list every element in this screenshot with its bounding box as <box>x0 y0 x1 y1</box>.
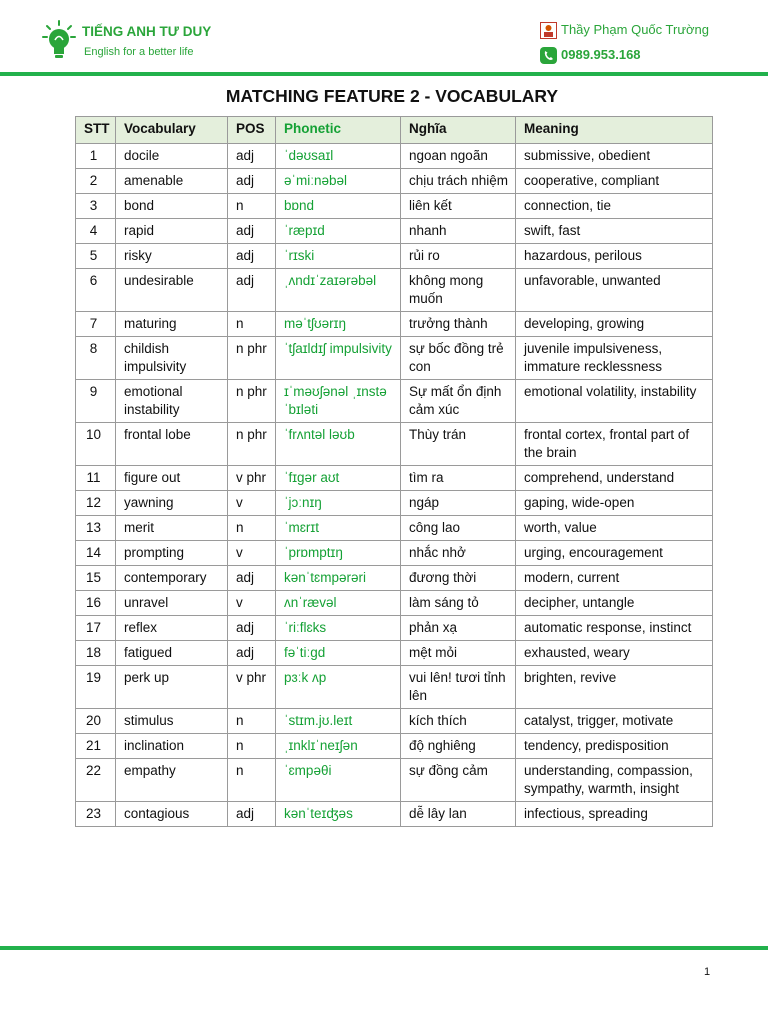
table-row <box>76 169 713 194</box>
cell-vocabulary: contagious <box>116 802 228 827</box>
cell-pos: adj <box>228 169 276 194</box>
table-row <box>76 269 713 312</box>
cell-phonetic: ˈdəʊsaɪl <box>276 144 401 169</box>
lightbulb-logo-icon <box>42 20 76 60</box>
table-row <box>76 380 713 423</box>
cell-vocabulary: bond <box>116 194 228 219</box>
cell-nghia: liên kết <box>401 194 516 219</box>
cell-vocabulary: stimulus <box>116 709 228 734</box>
cell-stt: 6 <box>76 269 116 312</box>
cell-vocabulary: yawning <box>116 491 228 516</box>
table-row <box>76 194 713 219</box>
table-row <box>76 709 713 734</box>
cell-vocabulary: fatigued <box>116 641 228 666</box>
phone-number: 0989.953.168 <box>561 47 641 62</box>
cell-stt: 11 <box>76 466 116 491</box>
header-vocabulary: Vocabulary <box>116 117 228 144</box>
cell-meaning: infectious, spreading <box>516 802 713 827</box>
cell-pos: v phr <box>228 666 276 709</box>
cell-phonetic: ˈtʃaɪldɪʃ impulsivity <box>276 337 401 380</box>
cell-nghia: độ nghiêng <box>401 734 516 759</box>
cell-nghia: trưởng thành <box>401 312 516 337</box>
cell-stt: 4 <box>76 219 116 244</box>
cell-nghia: nhanh <box>401 219 516 244</box>
cell-vocabulary: prompting <box>116 541 228 566</box>
cell-meaning: hazardous, perilous <box>516 244 713 269</box>
cell-phonetic: ˈrɪski <box>276 244 401 269</box>
table-row <box>76 337 713 380</box>
cell-nghia: rủi ro <box>401 244 516 269</box>
cell-nghia: mệt mỏi <box>401 641 516 666</box>
cell-pos: v <box>228 541 276 566</box>
table-row <box>76 541 713 566</box>
cell-meaning: exhausted, weary <box>516 641 713 666</box>
cell-stt: 5 <box>76 244 116 269</box>
cell-meaning: swift, fast <box>516 219 713 244</box>
cell-meaning: urging, encouragement <box>516 541 713 566</box>
cell-vocabulary: reflex <box>116 616 228 641</box>
cell-nghia: dễ lây lan <box>401 802 516 827</box>
cell-pos: adj <box>228 641 276 666</box>
cell-stt: 8 <box>76 337 116 380</box>
header-stt: STT <box>76 117 116 144</box>
cell-stt: 7 <box>76 312 116 337</box>
cell-pos: n <box>228 759 276 802</box>
cell-nghia: phản xạ <box>401 616 516 641</box>
cell-stt: 18 <box>76 641 116 666</box>
cell-vocabulary: perk up <box>116 666 228 709</box>
cell-phonetic: ˌʌndɪˈzaɪərəbəl <box>276 269 401 312</box>
table-row <box>76 219 713 244</box>
cell-vocabulary: childish impulsivity <box>116 337 228 380</box>
cell-meaning: decipher, untangle <box>516 591 713 616</box>
cell-phonetic: ɪˈməʊʃənəl ˌɪnstəˈbɪləti <box>276 380 401 423</box>
cell-phonetic: ˈstɪm.jʊ.leɪt <box>276 709 401 734</box>
brand-name: TIẾNG ANH TƯ DUY <box>82 24 212 39</box>
cell-stt: 13 <box>76 516 116 541</box>
teacher-avatar-icon <box>540 22 557 39</box>
cell-pos: adj <box>228 616 276 641</box>
cell-pos: v phr <box>228 466 276 491</box>
table-row <box>76 591 713 616</box>
cell-nghia: ngoan ngoãn <box>401 144 516 169</box>
cell-pos: n phr <box>228 423 276 466</box>
cell-pos: adj <box>228 566 276 591</box>
table-row <box>76 641 713 666</box>
table-row <box>76 244 713 269</box>
teacher-name: Thầy Phạm Quốc Trường <box>561 22 710 37</box>
table-row <box>76 616 713 641</box>
cell-nghia: Sự mất ổn định cảm xúc <box>401 380 516 423</box>
header-pos: POS <box>228 117 276 144</box>
table-row <box>76 734 713 759</box>
cell-meaning: developing, growing <box>516 312 713 337</box>
cell-phonetic: ˈræpɪd <box>276 219 401 244</box>
cell-pos: n phr <box>228 337 276 380</box>
table-row <box>76 466 713 491</box>
cell-phonetic: ˈriːflɛks <box>276 616 401 641</box>
cell-nghia: ngáp <box>401 491 516 516</box>
teacher-contact <box>540 22 709 39</box>
cell-meaning: juvenile impulsiveness, immature recklessness <box>516 337 713 380</box>
cell-pos: n phr <box>228 380 276 423</box>
cell-pos: n <box>228 312 276 337</box>
table-row <box>76 802 713 827</box>
cell-meaning: modern, current <box>516 566 713 591</box>
cell-vocabulary: empathy <box>116 759 228 802</box>
cell-stt: 12 <box>76 491 116 516</box>
cell-stt: 21 <box>76 734 116 759</box>
cell-stt: 15 <box>76 566 116 591</box>
cell-nghia: sự bốc đồng trẻ con <box>401 337 516 380</box>
cell-vocabulary: figure out <box>116 466 228 491</box>
cell-meaning: brighten, revive <box>516 666 713 709</box>
cell-pos: v <box>228 491 276 516</box>
cell-meaning: tendency, predisposition <box>516 734 713 759</box>
table-row <box>76 566 713 591</box>
page-header <box>0 0 768 80</box>
cell-vocabulary: maturing <box>116 312 228 337</box>
cell-vocabulary: frontal lobe <box>116 423 228 466</box>
cell-phonetic: ˈɛmpəθi <box>276 759 401 802</box>
phone-contact <box>540 47 641 64</box>
cell-meaning: understanding, compassion, sympathy, warmth, insight <box>516 759 713 802</box>
cell-phonetic: ˈmɛrɪt <box>276 516 401 541</box>
cell-phonetic: ʌnˈrævəl <box>276 591 401 616</box>
cell-pos: adj <box>228 269 276 312</box>
cell-nghia: chịu trách nhiệm <box>401 169 516 194</box>
cell-pos: n <box>228 734 276 759</box>
cell-meaning: catalyst, trigger, motivate <box>516 709 713 734</box>
cell-stt: 10 <box>76 423 116 466</box>
footer-divider <box>0 946 768 950</box>
cell-nghia: kích thích <box>401 709 516 734</box>
cell-stt: 2 <box>76 169 116 194</box>
cell-nghia: Thùy trán <box>401 423 516 466</box>
cell-phonetic: ˈfrʌntəl ləʊb <box>276 423 401 466</box>
cell-vocabulary: inclination <box>116 734 228 759</box>
cell-nghia: đương thời <box>401 566 516 591</box>
cell-phonetic: bɒnd <box>276 194 401 219</box>
cell-pos: n <box>228 709 276 734</box>
table-row <box>76 312 713 337</box>
cell-phonetic: ˈjɔːnɪŋ <box>276 491 401 516</box>
phone-icon <box>540 47 557 64</box>
table-row <box>76 759 713 802</box>
cell-nghia: công lao <box>401 516 516 541</box>
cell-vocabulary: contemporary <box>116 566 228 591</box>
cell-pos: adj <box>228 144 276 169</box>
cell-vocabulary: docile <box>116 144 228 169</box>
cell-pos: adj <box>228 219 276 244</box>
cell-meaning: cooperative, compliant <box>516 169 713 194</box>
cell-meaning: connection, tie <box>516 194 713 219</box>
cell-meaning: gaping, wide-open <box>516 491 713 516</box>
header-divider <box>0 72 768 76</box>
page-title: MATCHING FEATURE 2 - VOCABULARY <box>225 86 559 106</box>
cell-meaning: comprehend, understand <box>516 466 713 491</box>
cell-vocabulary: rapid <box>116 219 228 244</box>
cell-meaning: worth, value <box>516 516 713 541</box>
cell-vocabulary: emotional instability <box>116 380 228 423</box>
cell-meaning: unfavorable, unwanted <box>516 269 713 312</box>
table-header-row <box>76 117 713 144</box>
cell-nghia: nhắc nhở <box>401 541 516 566</box>
cell-stt: 1 <box>76 144 116 169</box>
cell-phonetic: əˈmiːnəbəl <box>276 169 401 194</box>
cell-stt: 17 <box>76 616 116 641</box>
cell-phonetic: məˈtʃʊərɪŋ <box>276 312 401 337</box>
cell-vocabulary: amenable <box>116 169 228 194</box>
table-row <box>76 516 713 541</box>
header-nghia: Nghĩa <box>401 117 516 144</box>
vocabulary-rows <box>76 144 713 827</box>
cell-pos: n <box>228 194 276 219</box>
cell-nghia: tìm ra <box>401 466 516 491</box>
cell-phonetic: ˌɪnklɪˈneɪʃən <box>276 734 401 759</box>
brand-tagline: English for a better life <box>84 46 194 58</box>
cell-phonetic: ˈfɪgər aʊt <box>276 466 401 491</box>
cell-stt: 19 <box>76 666 116 709</box>
cell-nghia: làm sáng tỏ <box>401 591 516 616</box>
cell-nghia: không mong muốn <box>401 269 516 312</box>
table-row <box>76 144 713 169</box>
cell-stt: 14 <box>76 541 116 566</box>
header-phonetic: Phonetic <box>276 117 401 144</box>
cell-stt: 9 <box>76 380 116 423</box>
page-number: 1 <box>704 966 711 978</box>
cell-nghia: vui lên! tươi tỉnh lên <box>401 666 516 709</box>
vocabulary-table <box>75 116 713 827</box>
cell-phonetic: fəˈtiːgd <box>276 641 401 666</box>
cell-meaning: automatic response, instinct <box>516 616 713 641</box>
header-meaning: Meaning <box>516 117 713 144</box>
cell-pos: adj <box>228 244 276 269</box>
table-row <box>76 491 713 516</box>
cell-pos: n <box>228 516 276 541</box>
cell-phonetic: pɜːk ʌp <box>276 666 401 709</box>
cell-meaning: emotional volatility, instability <box>516 380 713 423</box>
cell-nghia: sự đồng cảm <box>401 759 516 802</box>
cell-vocabulary: undesirable <box>116 269 228 312</box>
cell-meaning: frontal cortex, frontal part of the brain <box>516 423 713 466</box>
cell-stt: 3 <box>76 194 116 219</box>
cell-stt: 16 <box>76 591 116 616</box>
cell-meaning: submissive, obedient <box>516 144 713 169</box>
table-row <box>76 666 713 709</box>
cell-pos: v <box>228 591 276 616</box>
cell-pos: adj <box>228 802 276 827</box>
cell-stt: 23 <box>76 802 116 827</box>
cell-phonetic: ˈprɒmptɪŋ <box>276 541 401 566</box>
cell-phonetic: kənˈteɪʤəs <box>276 802 401 827</box>
cell-stt: 22 <box>76 759 116 802</box>
cell-phonetic: kənˈtɛmpərəri <box>276 566 401 591</box>
cell-vocabulary: risky <box>116 244 228 269</box>
cell-stt: 20 <box>76 709 116 734</box>
table-row <box>76 423 713 466</box>
cell-vocabulary: merit <box>116 516 228 541</box>
cell-vocabulary: unravel <box>116 591 228 616</box>
